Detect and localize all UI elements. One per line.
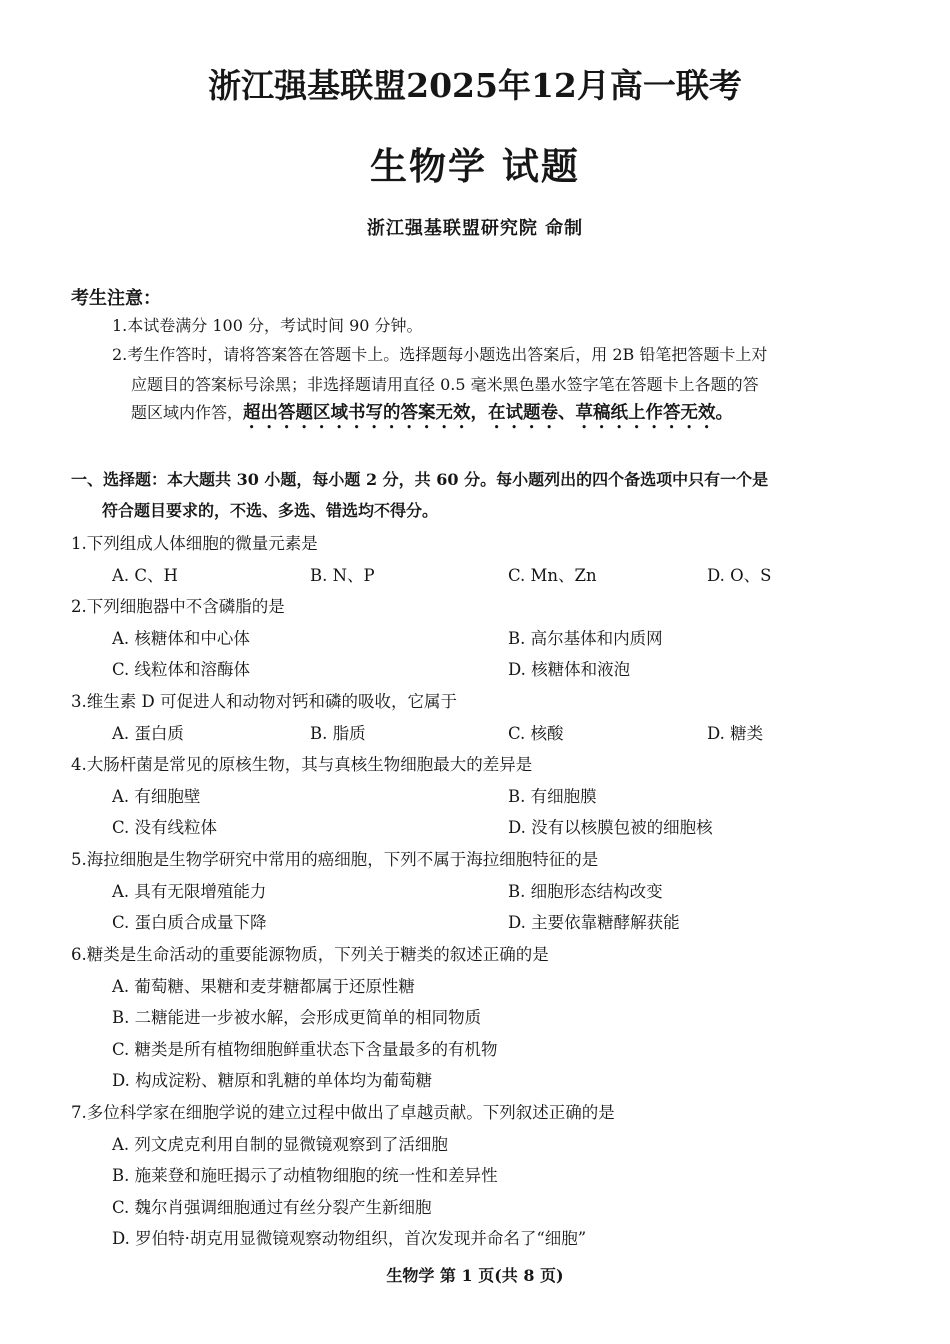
question-3-option-d: D. 糖类 [707,724,764,743]
subject-title: 生物学 试题 [370,144,580,188]
question-5-option-c: C. 蛋白质合成量下降 [112,913,267,932]
notice-item-2-line-1: 2.考生作答时，请将答案答在答题卡上。选择题每小题选出答案后，用 2B 铅笔把答题卡上对 [112,345,768,364]
question-7-option-d: D. 罗伯特·胡克用显微镜观察动物组织，首次发现并命名了“细胞” [112,1229,587,1248]
question-3-stem: 3.维生素 D 可促进人和动物对钙和磷的吸收，它属于 [71,692,457,711]
question-6-option-a: A. 葡萄糖、果糖和麦芽糖都属于还原性糖 [112,977,415,996]
question-1-option-d: D. O、S [707,566,772,585]
question-4-option-b: B. 有细胞膜 [508,787,597,806]
question-7-stem: 7.多位科学家在细胞学说的建立过程中做出了卓越贡献。下列叙述正确的是 [71,1103,615,1122]
question-5-option-b: B. 细胞形态结构改变 [508,882,663,901]
question-6-option-c: C. 糖类是所有植物细胞鲜重状态下含量最多的有机物 [112,1040,498,1059]
page-footer: 生物学 第 1 页(共 8 页) [386,1266,564,1285]
question-3-option-b: B. 脂质 [310,724,366,743]
question-3-option-c: C. 核酸 [508,724,564,743]
notice-item-2-line-3-plain: 题区域内作答， [131,403,244,422]
notice-heading: 考生注意： [71,288,161,309]
question-2-option-c: C. 线粒体和溶酶体 [112,660,251,679]
question-2-stem: 2.下列细胞器中不含磷脂的是 [71,597,285,616]
question-2-option-a: A. 核糖体和中心体 [112,629,250,648]
exam-title: 浙江强基联盟2025年12月高一联考 [208,66,742,105]
notice-item-2-line-2: 应题目的答案标号涂黑；非选择题请用直径 0.5 毫米黑色墨水签字笔在答题卡上各题的答 [131,375,759,394]
question-1-option-a: A. C、H [112,566,178,585]
notice-item-2-line-3 [131,402,733,433]
question-5-option-d: D. 主要依靠糖酵解获能 [508,913,680,932]
issuer: 浙江强基联盟研究院 命制 [366,218,584,239]
question-2-option-d: D. 核糖体和液泡 [508,660,631,679]
section-1-line-1: 一、选择题：本大题共 30 小题，每小题 2 分，共 60 分。每小题列出的四个备选项中只有一个是 [71,470,769,489]
notice-item-1: 1.本试卷满分 100 分，考试时间 90 分钟。 [112,316,423,335]
question-1-option-c: C. Mn、Zn [508,566,597,585]
question-4-option-d: D. 没有以核膜包被的细胞核 [508,818,713,837]
question-1-option-b: B. N、P [310,566,375,585]
question-7-option-c: C. 魏尔肖强调细胞通过有丝分裂产生新细胞 [112,1198,432,1217]
question-4-option-a: A. 有细胞壁 [112,787,201,806]
question-7-option-b: B. 施莱登和施旺揭示了动植物细胞的统一性和差异性 [112,1166,498,1185]
section-1-line-2: 符合题目要求的，不选、多选、错选均不得分。 [102,501,439,520]
question-3-option-a: A. 蛋白质 [112,724,184,743]
question-4-stem: 4.大肠杆菌是常见的原核生物，其与真核生物细胞最大的差异是 [71,755,533,774]
question-6-stem: 6.糖类是生命活动的重要能源物质，下列关于糖类的叙述正确的是 [71,945,549,964]
question-6-option-d: D. 构成淀粉、糖原和乳糖的单体均为葡萄糖 [112,1071,433,1090]
question-5-stem: 5.海拉细胞是生物学研究中常用的癌细胞，下列不属于海拉细胞特征的是 [71,850,599,869]
question-5-option-a: A. 具有无限增殖能力 [112,882,267,901]
question-6-option-b: B. 二糖能进一步被水解，会形成更简单的相同物质 [112,1008,482,1027]
question-7-option-a: A. 列文虎克利用自制的显微镜观察到了活细胞 [112,1135,448,1154]
question-2-option-b: B. 高尔基体和内质网 [508,629,663,648]
question-4-option-c: C. 没有线粒体 [112,818,218,837]
notice-emphasis: 超出答题区域书写的答案无效，在试题卷、草稿纸上作答无效。 [243,403,734,423]
question-1-stem: 1.下列组成人体细胞的微量元素是 [71,534,318,553]
